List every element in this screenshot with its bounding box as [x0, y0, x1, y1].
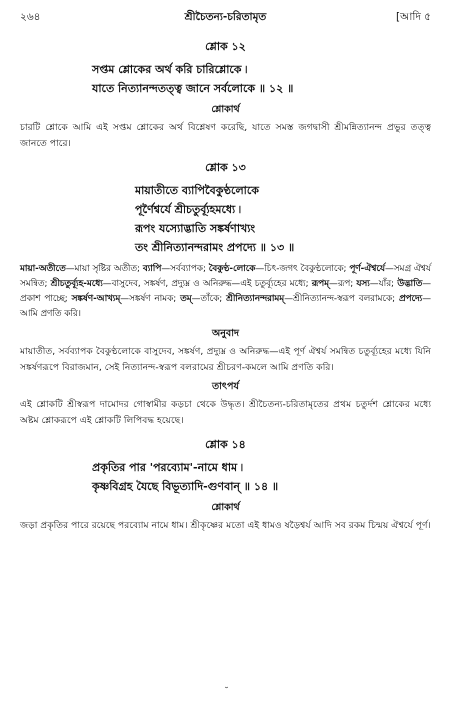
verse-line: রূপং যস্যোদ্ভাতি সঙ্কর্ষণাখ্যং [135, 222, 256, 235]
synonym-meaning: রূপ; [337, 279, 354, 289]
synonym-meaning: তাঁকে; [200, 294, 223, 304]
verse-line: যাতে নিত্যানন্দতত্ত্ব জানে সর্বলোকে ॥ ১২ ॥ [92, 82, 294, 95]
synonym-term: যস্য [356, 279, 370, 289]
sloka-12-verse [20, 60, 431, 98]
synonym-term: রূপম্ [311, 279, 330, 289]
synonym-term: মায়া-অতীতে [20, 264, 66, 274]
synonym-meaning: সমগ্র ঐশ্বর্য সমন্বিত; [20, 264, 431, 289]
sloka-13-heading: শ্লোক ১৩ [205, 161, 246, 174]
synonym-meaning: চিৎ-জগৎ বৈকুণ্ঠলোকে; [264, 264, 347, 274]
synonym-term: পূর্ণ-ঐশ্বর্যে [349, 264, 385, 274]
synonym-meaning: প্রকাশ পাচ্ছে; [20, 294, 68, 304]
sloka-14-translation-label: শ্লোকার্থ [211, 502, 240, 513]
sloka-12-heading: শ্লোক ১২ [205, 40, 246, 53]
sloka-14-verse [20, 458, 431, 496]
sloka-13-translation-label: অনুবাদ [212, 328, 239, 339]
synonym-term: বৈকুণ্ঠ-লোকে [208, 264, 256, 274]
verse-line: পূর্ণৈশ্বর্যে শ্রীচতুর্ব্যূহমধ্যে ৷ [135, 203, 241, 216]
synonym-term: শ্রীচতুর্ব্যূহ-মধ্যে [50, 279, 103, 289]
synonym-term: প্রপদ্যে [398, 294, 423, 304]
sloka-14-heading: শ্লোক ১৪ [205, 438, 246, 451]
synonym-term: শ্রীনিত্যানন্দরামম্ [226, 294, 285, 304]
synonym-meaning: সর্বব্যাপক; [170, 264, 206, 274]
sloka-13-synonyms: মায়া-অতীতে—মায়া সৃষ্টির অতীত; ব্যাপি—সর্বব্যাপক; বৈকুণ্ঠ-লোকে—চিৎ-জগৎ বৈকুণ্ঠলোকে; পূর্ণ-ঐশ্বর্যে—সমগ্র ঐশ্বর্য সমন্বিত; শ্রীচতুর্ব্যূহ-মধ্যে—বাসুদেব, সঙ্কর্ষণ, প্রদ্যুম্ন ও অনিরুদ্ধ—এই চতুর্ব্যূহের মধ্যে; রূপম্—রূপ; যস্য—যাঁর; উদ্ভাতি—প্রকাশ পাচ্ছে; সঙ্কর্ষণ-আখ্যম্—সঙ্কর্ষণ নামক; তম্—তাঁকে; শ্রীনিত্যানন্দরামম্—শ্রীনিত্যানন্দ-স্বরূপ বলরামকে; প্রপদ্যে—আমি প্রণতি করি। [20, 264, 432, 319]
synonym-meaning: আমি প্রণতি করি। [20, 309, 81, 319]
sloka-13-purport-label: তাৎপর্য [212, 381, 239, 392]
verse-line: মায়াতীতে ব্যাপিবৈকুণ্ঠলোকে [135, 184, 259, 197]
verse-line: প্রকৃতির পার 'পরব্যোম'-নামে ধাম ৷ [92, 461, 243, 474]
page-number: ২৬৪ [20, 11, 41, 23]
synonym-meaning: সঙ্কর্ষণ নামক; [129, 294, 177, 304]
sloka-12-translation-label: শ্লোকার্থ [211, 104, 240, 115]
synonym-term: তম্ [180, 294, 192, 304]
chapter-marker: [আদি ৫ [395, 11, 431, 23]
sloka-12-translation: চারটি শ্লোকে আমি এই সপ্তম শ্লোকের অর্থ বিশ্লেষণ করেছি, যাতে সমস্ত জগদ্বাসী শ্রীমন্নিত্যানন্দ প্রভুর তত্ত্ব জানতে পারে। [20, 122, 431, 149]
synonym-meaning: শ্রীনিত্যানন্দ-স্বরূপ বলরামকে; [292, 294, 396, 304]
synonym-meaning: বাসুদেব, সঙ্কর্ষণ, প্রদ্যুম্ন ও অনিরুদ্ধ—এই চতুর্ব্যূহের মধ্যে; [111, 279, 309, 289]
verse-line: তং শ্রীনিত্যানন্দরামং প্রপদ্যে ॥ ১৩ ॥ [135, 241, 295, 254]
sloka-13-translation: মায়াতীত, সর্বব্যাপক বৈকুণ্ঠলোকে বাসুদেব, সঙ্কর্ষণ, প্রদ্যুম্ন ও অনিরুদ্ধ—এই পূর্ণ ঐশ্বর্য সমন্বিত চতুর্ব্যূহের মধ্যে যিনি সঙ্কর্ষণরূপে বিরাজমান, সেই নিত্যানন্দ-স্বরূপ বলরামের শ্রীচরণ-কমলে আমি প্রণতি করি। [20, 346, 431, 373]
synonym-term: উদ্ভাতি [397, 279, 423, 289]
sloka-14-translation: জড়া প্রকৃতির পারে রয়েছে পরব্যোম নামে ধাম। শ্রীকৃষ্ণের মতো এই ধামও ষড়ৈশ্বর্য আদি সব রকম চিন্ময় ঐশ্বর্যে পূর্ণ। [20, 520, 431, 531]
sloka-13-purport: এই শ্লোকটি শ্রীস্বরূপ দামোদর গোস্বামীর কড়চা থেকে উদ্ধৃত। শ্রীচৈতন্য-চরিতামৃতের প্রথম চতুর্দশ শ্লোকের মধ্যে অষ্টম শ্লোকরূপে এই শ্লোকটি লিপিবদ্ধ হয়েছে। [20, 399, 431, 426]
synonym-meaning: যাঁর; [378, 279, 395, 289]
sloka-13-verse [20, 181, 431, 257]
verse-line: সপ্তম শ্লোকের অর্থ করি চারিশ্লোকে ৷ [92, 63, 248, 76]
synonym-term: ব্যাপি [142, 264, 162, 274]
book-title: শ্রীচৈতন্য-চরিতামৃত [184, 11, 267, 23]
synonym-term: সঙ্কর্ষণ-আখ্যম্ [71, 294, 121, 304]
footer-mark: ˘ [224, 687, 229, 697]
verse-line: কৃষ্ণবিগ্রহ যৈছে বিভূত্যাদি-গুণবান্ ॥ ১৪ ॥ [92, 480, 279, 493]
synonym-meaning: মায়া সৃষ্টির অতীত; [74, 264, 141, 274]
page-header [20, 8, 431, 30]
